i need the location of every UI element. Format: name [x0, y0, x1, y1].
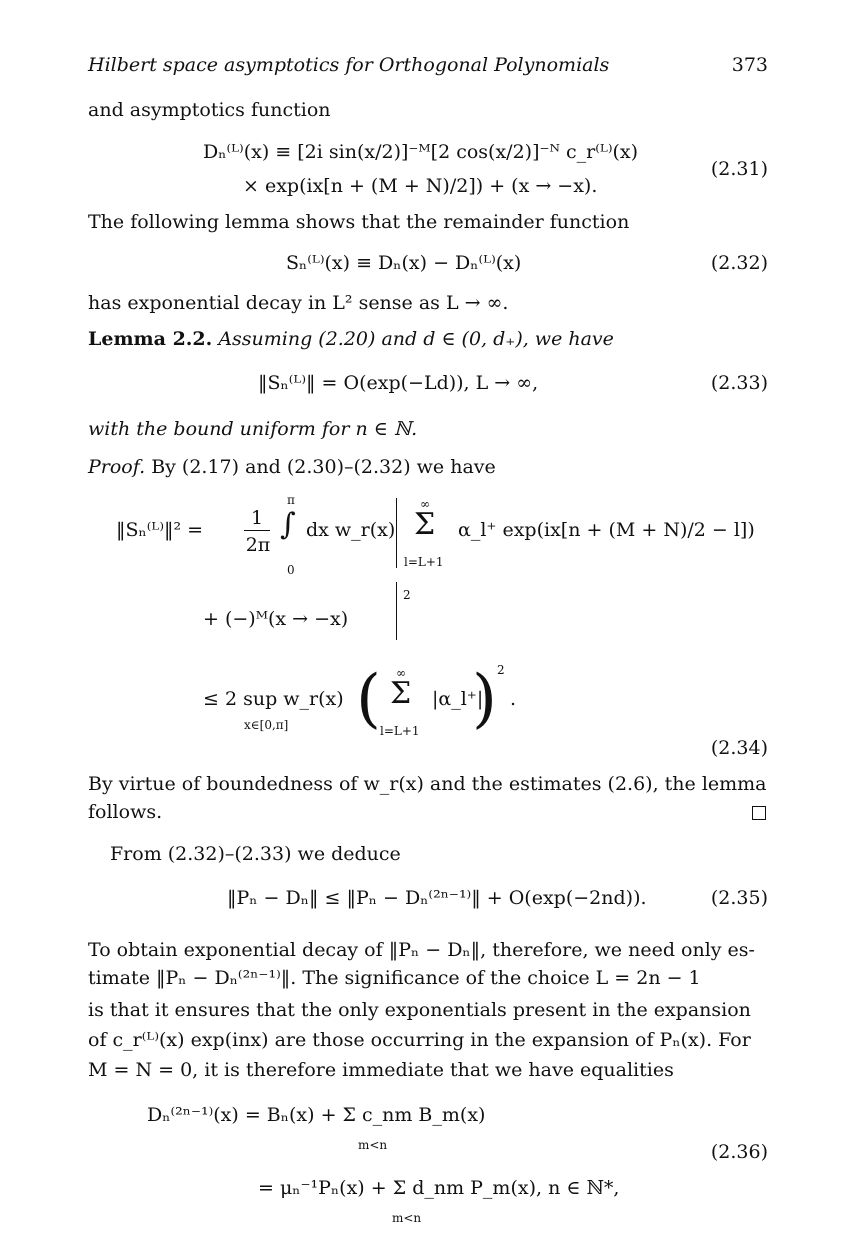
paragraph-obtain-1: To obtain exponential decay of ‖Pₙ − Dₙ‖, therefore, we need only es- — [88, 939, 755, 961]
lemma-statement — [88, 326, 768, 352]
equation-number-2-36: (2.36) — [710, 1141, 768, 1163]
paragraph-exponential-decay: has exponential decay in L² sense as L → ∞. — [88, 292, 509, 314]
equation-number-2-34: (2.34) — [710, 737, 768, 759]
abs-bar-left — [396, 498, 397, 568]
eq234-fraction-numerator: 1 — [250, 507, 264, 529]
integral-sign: ∫ — [280, 507, 296, 542]
eq234-line3-sum-upper: ∞ — [396, 666, 406, 680]
sum-sign-2: Σ — [390, 676, 412, 711]
running-header — [88, 54, 768, 80]
paragraph-deduce: From (2.32)–(2.33) we deduce — [110, 843, 401, 865]
lemma-label: Lemma 2.2. — [88, 328, 213, 350]
eq234-fraction-bar — [244, 530, 270, 531]
equation-2-36-line-1: Dₙ⁽²ⁿ⁻¹⁾(x) = Bₙ(x) + Σ c_nm B_m(x) — [147, 1104, 486, 1126]
eq234-sum-upper: ∞ — [420, 497, 430, 511]
qed-square-icon — [752, 806, 766, 820]
paragraph-obtain-5: M = N = 0, it is therefore immediate that we have equalities — [88, 1059, 674, 1081]
paren-right: ) — [472, 662, 497, 736]
eq234-lhs: ‖Sₙ⁽ᴸ⁾‖² = — [116, 519, 204, 541]
equation-number-2-35: (2.35) — [710, 887, 768, 909]
eq234-sum-lower: l=L+1 — [404, 555, 444, 569]
eq234-summand: α_l⁺ exp(ix[n + (M + N)/2 − l]) — [458, 519, 755, 541]
page-number: 373 — [731, 54, 768, 76]
eq234-line-3: ≤ 2 sup w_r(x) — [203, 688, 344, 710]
equation-2-32: Sₙ⁽ᴸ⁾(x) ≡ Dₙ(x) − Dₙ⁽ᴸ⁾(x) — [286, 252, 522, 274]
eq236-line1-subscript: m<n — [358, 1138, 388, 1152]
eq236-line2-subscript: m<n — [392, 1211, 422, 1225]
sum-sign: Σ — [414, 507, 436, 542]
eq234-fraction-denominator: 2π — [245, 534, 271, 556]
equation-2-31-line-1: Dₙ⁽ᴸ⁾(x) ≡ [2i sin(x/2)]⁻ᴹ[2 cos(x/2)]⁻ᴺ c_r⁽ᴸ⁾(x) — [203, 141, 639, 163]
lemma-uniform-bound: with the bound uniform for n ∈ ℕ. — [88, 418, 418, 440]
paragraph-asymptotics: and asymptotics function — [88, 99, 331, 121]
eq234-line3-sum-lower: l=L+1 — [380, 724, 420, 738]
paragraph-boundedness-2: follows. — [88, 801, 163, 823]
eq234-integral-lower: 0 — [287, 563, 295, 577]
paragraph-lemma-intro: The following lemma shows that the remainder function — [88, 211, 630, 233]
paragraph-boundedness-1: By virtue of boundedness of w_r(x) and the estimates (2.6), the lemma — [88, 773, 767, 795]
proof-text: By (2.17) and (2.30)–(2.32) we have — [151, 456, 496, 478]
proof-label: Proof. — [88, 456, 146, 478]
eq234-square-exponent: 2 — [403, 588, 411, 602]
eq234-line3-exponent: 2 — [497, 663, 505, 677]
eq234-line-2: + (−)ᴹ(x → −x) — [203, 608, 349, 630]
equation-number-2-31: (2.31) — [710, 158, 768, 180]
paragraph-obtain-3: is that it ensures that the only exponentials present in the expansion — [88, 999, 751, 1021]
equation-2-31-line-2: × exp(ix[n + (M + N)/2]) + (x → −x). — [243, 175, 598, 197]
paragraph-obtain-2: timate ‖Pₙ − Dₙ⁽²ⁿ⁻¹⁾‖. The significance of the choice L = 2n − 1 — [88, 967, 701, 989]
proof-intro — [88, 454, 768, 480]
paren-left: ( — [356, 662, 381, 736]
equation-2-35: ‖Pₙ − Dₙ‖ ≤ ‖Pₙ − Dₙ⁽²ⁿ⁻¹⁾‖ + O(exp(−2nd)). — [227, 887, 647, 909]
equation-number-2-32: (2.32) — [710, 252, 768, 274]
equation-2-33: ‖Sₙ⁽ᴸ⁾‖ = O(exp(−Ld)), L → ∞, — [258, 372, 539, 394]
running-title: Hilbert space asymptotics for Orthogonal Polynomials — [88, 54, 610, 76]
equation-number-2-33: (2.33) — [710, 372, 768, 394]
abs-bar-right — [396, 582, 397, 640]
lemma-text: Assuming (2.20) and d ∈ (0, d₊), we have — [218, 328, 614, 350]
eq234-integral-upper: π — [287, 493, 295, 507]
eq234-line3-summand: |α_l⁺| — [432, 688, 484, 710]
equation-2-36-line-2: = μₙ⁻¹Pₙ(x) + Σ d_nm P_m(x), n ∈ ℕ*, — [258, 1177, 620, 1199]
eq234-line3-period: . — [510, 688, 517, 710]
eq234-integrand: dx w_r(x) — [306, 519, 396, 541]
eq234-sup-subscript: x∈[0,π] — [244, 718, 289, 732]
paragraph-obtain-4: of c_r⁽ᴸ⁾(x) exp(inx) are those occurring in the expansion of Pₙ(x). For — [88, 1029, 751, 1051]
